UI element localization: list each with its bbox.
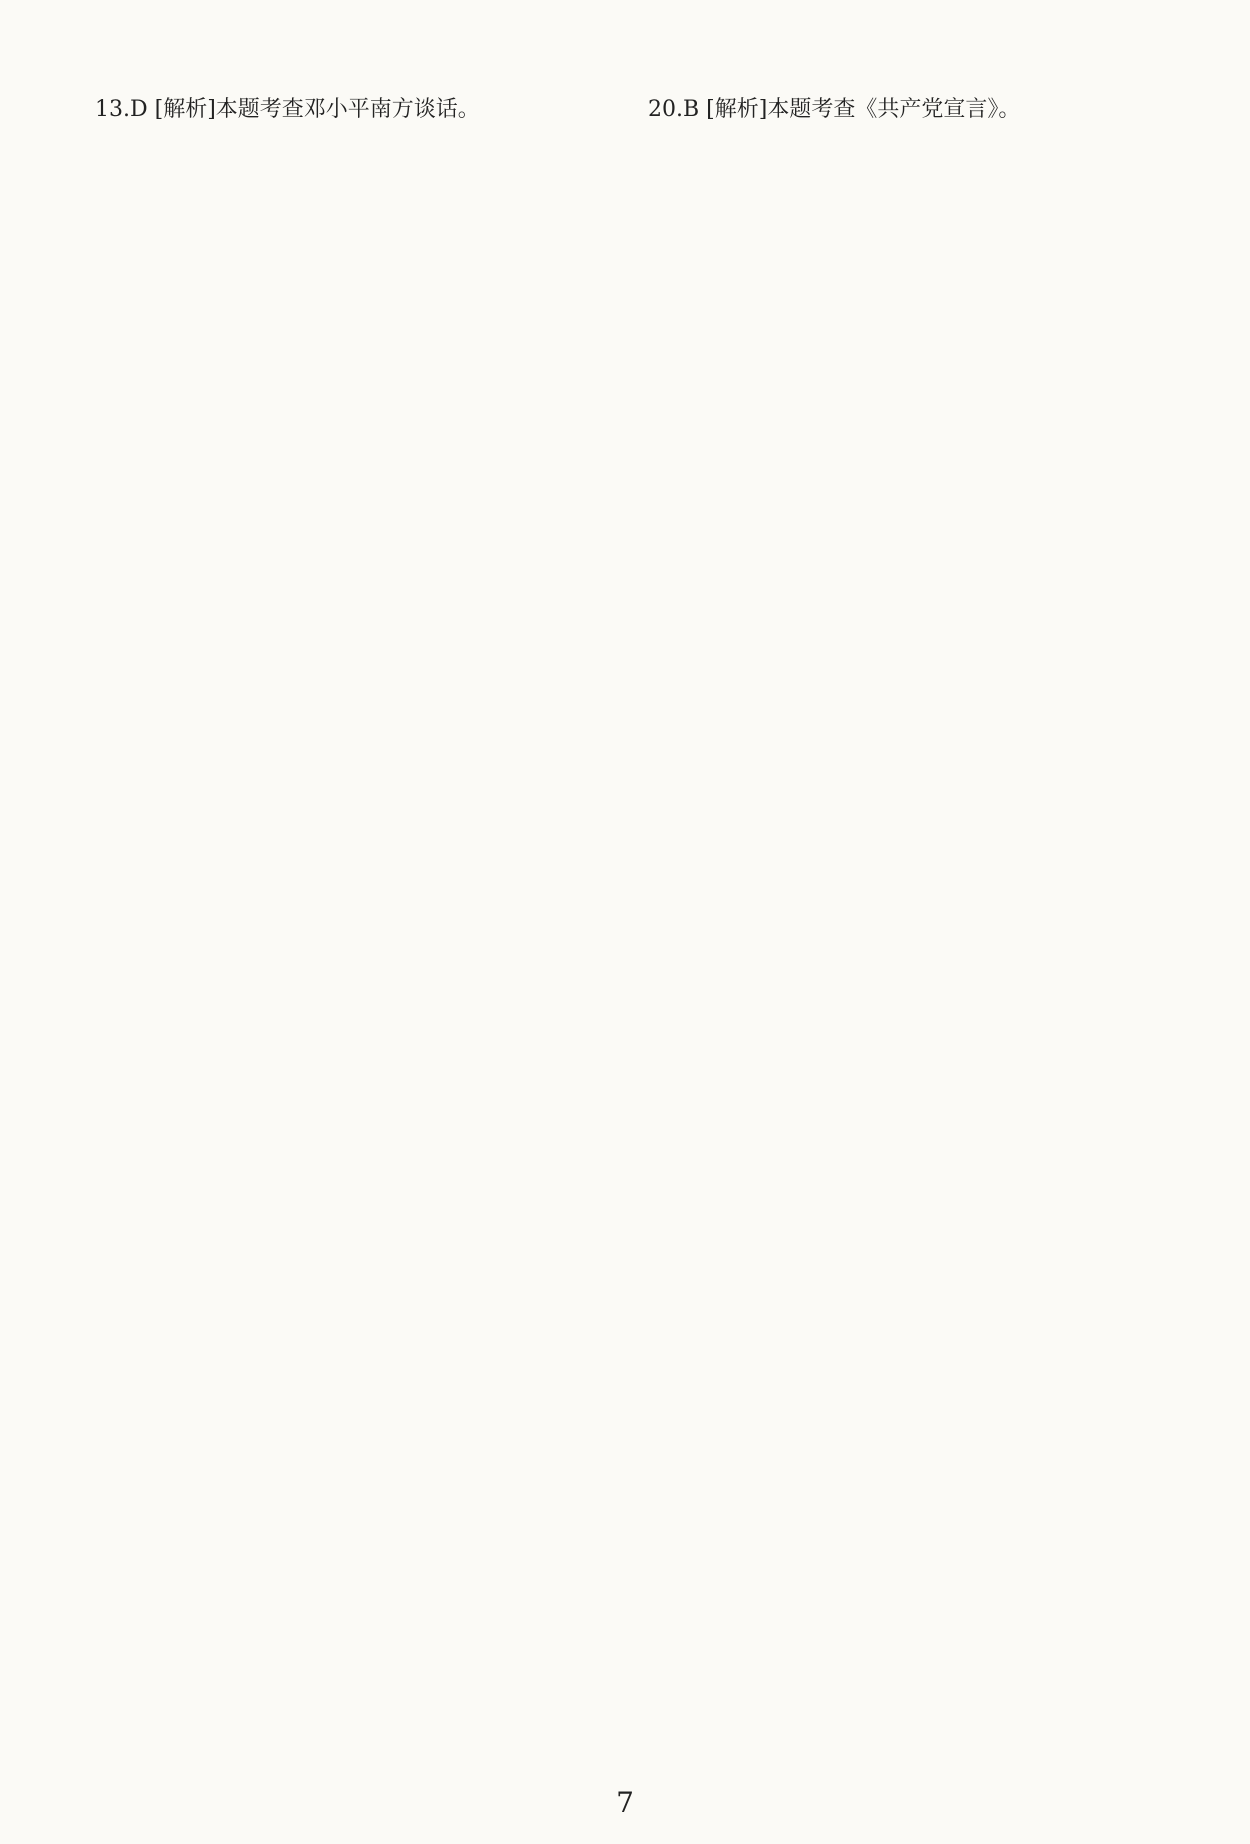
right-text: 20.B [解析]本题考查《共产党宣言》。 xyxy=(648,97,1021,122)
page-number: 7 xyxy=(616,1786,634,1819)
left-text: 13.D [解析]本题考查邓小平南方谈话。 xyxy=(95,97,480,122)
right-column xyxy=(648,92,1168,127)
left-column xyxy=(95,92,615,127)
